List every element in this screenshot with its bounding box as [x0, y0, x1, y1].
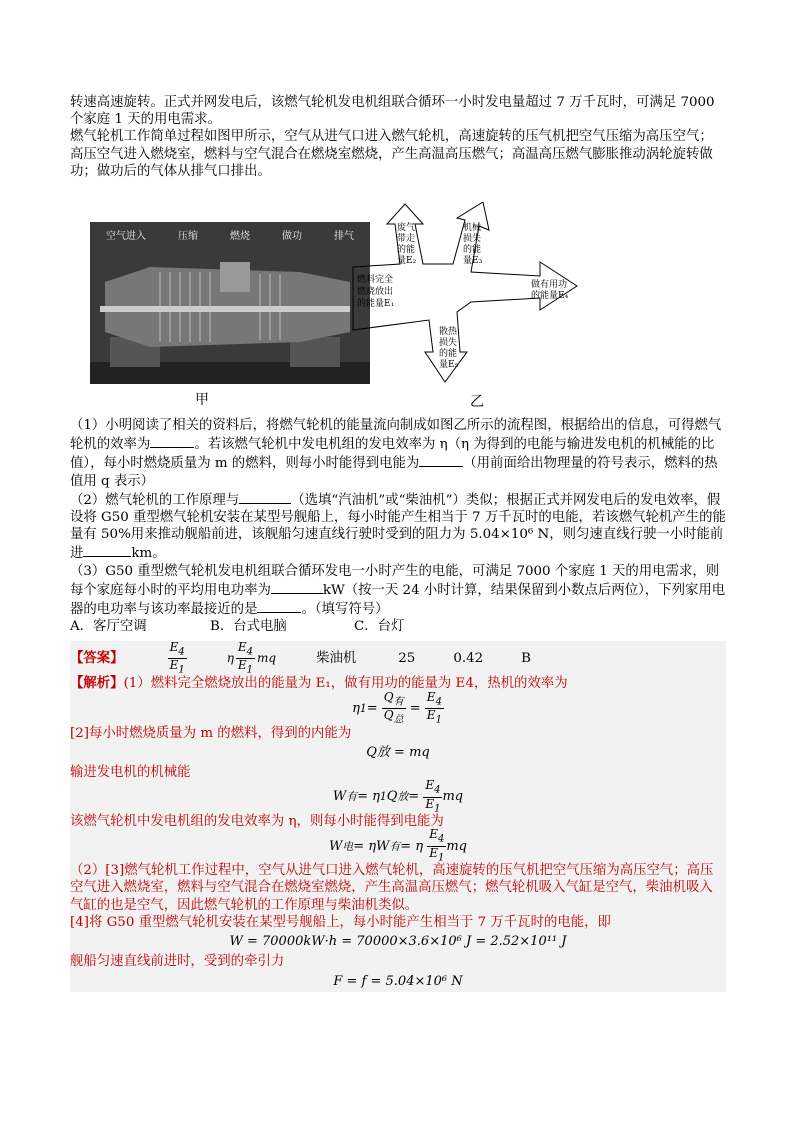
photo-label: 压缩 [178, 231, 198, 243]
photo-label: 空气进入 [106, 231, 146, 243]
flow-waste-gas-line: 量E₂ [397, 256, 417, 267]
photo-label: 做功 [282, 231, 302, 243]
analysis-text-1: (1）燃料完全燃烧放出的能量为 E₁，做有用功的能量为 E4，热机的效率为 [123, 676, 568, 692]
flow-input-line: 的能量E₁ [357, 299, 395, 310]
caption-jia: 甲 [195, 392, 209, 409]
flow-useful-line: 做有用功 [531, 280, 568, 291]
answer-line [70, 641, 726, 675]
analysis-line-5: （2）[3]燃气轮机工作过程中，空气从进气口进入燃气轮机，高速旋转的压气机把空气压缩为高压空气；高压空气进入燃烧室，燃料与空气混合在燃烧室燃烧，产生高温高压燃气；燃气轮机吸入气缸是空气，柴油机吸入气缸的也是空气，因此燃气轮机的工作原理与柴油机类似。 [70, 863, 714, 913]
flow-mech-loss-line: 损失 [463, 234, 482, 245]
equation-efficiency: η 1 = $\frac{Q_有}{Q_总}$ = $\frac{E_4}{E_1}$ [352, 689, 442, 726]
options [70, 618, 726, 635]
q2-text-b: （选填“汽油机”或“柴油机”）类似；根据正式并网发电后的发电效率，假设将 G50 重型燃气轮机安装在某型号舰船上，每小时能产生相当于 7 万千瓦时的电能，若该燃气轮机产生的能量有 50%用来推动舰船前进，该舰船匀速直线行驶时受到的阻力为 5.04×10⁶ N，则匀速直线行驶一小时能前进 [70, 492, 726, 562]
q3-text-b: kW（按一天 24 小时计算，结果保留到小数点后两位），下列家用电器的电功率与该功率最接近的是 [70, 582, 726, 618]
q1-blank-1[interactable] [150, 434, 194, 448]
q2-blank-1[interactable] [239, 490, 291, 504]
photo-label: 排气 [334, 231, 354, 243]
analysis-line-3: 输进发电机的机械能 [70, 764, 191, 780]
answer-efficiency-fraction: $\frac{E_4}{E_1}$ [169, 639, 185, 676]
answer-4: 0.42 [453, 650, 484, 666]
q3-blank-2[interactable] [257, 599, 301, 613]
flow-heat-loss-line: 量E₅ [439, 360, 459, 371]
q1-text-b: 。若该燃气轮机中发电机组的发电效率为 η（η 为得到的电能与输进发电机的机械能的比值），每小时燃烧质量为 m 的燃料，则每小时能得到电能为 [70, 437, 715, 472]
q2-text-c: km。 [131, 546, 166, 562]
answer-2: 柴油机 [316, 650, 357, 666]
energy-flow-diagram [345, 202, 605, 402]
gas-turbine-photo [90, 222, 370, 384]
flow-heat-loss-line: 损失 [439, 338, 458, 349]
page [70, 94, 726, 992]
q1-blank-2[interactable] [419, 453, 463, 467]
flow-heat-loss-line: 散热 [439, 327, 458, 338]
analysis-line-2: [2]每小时燃烧质量为 m 的燃料，得到的内能为 [70, 725, 352, 741]
caption-yi: 乙 [470, 394, 484, 411]
flow-useful-line: 的能量E₄ [531, 291, 569, 302]
analysis-line-7: 舰船匀速直线前进时，受到的牵引力 [70, 954, 285, 970]
figure-row [70, 202, 726, 417]
q1-text-c: （用前面给出物理量的符号表示，燃料的热值用 q 表示） [70, 456, 718, 489]
intro-paragraph-2: 燃气轮机工作简单过程如图甲所示，空气从进气口进入燃气轮机，高速旋转的压气机把空气压缩为高压空气；高压空气进入燃烧室，燃料与空气混合在燃烧室燃烧，产生高温高压燃气；高温高压燃气膨胀推动涡轮旋转做功；做功后的气体从排气口排出。 [70, 129, 713, 179]
option-c[interactable]: C．台灯 [354, 619, 405, 635]
answer-5: B [521, 650, 531, 666]
turbine-drawing [90, 222, 370, 384]
option-a[interactable]: A．客厅空调 [70, 619, 147, 635]
analysis-tag: 【解析】 [70, 675, 124, 692]
equation-force: F = f = 5.04×10⁶ N [333, 973, 463, 989]
flow-mech-loss-line: 机械 [463, 223, 482, 234]
q2-blank-2[interactable] [83, 543, 131, 557]
question-1 [70, 417, 726, 490]
flow-waste-gas-line: 带走 [397, 234, 416, 245]
q2-text-a: （2）燃气轮机的工作原理与 [70, 492, 240, 508]
analysis-line-6: [4]将 G50 重型燃气轮机安装在某型号舰船上，每小时能产生相当于 7 万千瓦时的电能，即 [70, 914, 611, 930]
flow-input-line: 燃烧放出 [357, 287, 394, 298]
q1-text-a: （1）小明阅读了相关的资料后，将燃气轮机的能量流向制成如图乙所示的流程图，根据给出的信息，可得燃气轮机的效率为 [70, 418, 722, 453]
equation-mechanical-energy: W 有 = η 1 Q 放 = $\frac{E_4}{E_1}$ mq [332, 778, 464, 814]
q3-text-a: （3）G50 重型燃气轮机发电机组联合循环发电一小时产生的电能，可满足 7000 个家庭 1 天的用电需求，则每个家庭每小时的平均用电功率为 [70, 563, 720, 598]
answer-electric-energy: η $\frac{E_4}{E_1}$ mq [226, 639, 277, 676]
equation-heat: Q放 = mq [366, 745, 430, 761]
equation-electric-energy: W 电 = ηW 有 = η $\frac{E_4}{E_1}$ mq [329, 827, 467, 864]
question-2 [70, 490, 726, 563]
analysis-line-4: 该燃气轮机中发电机组的发电效率为 η，则每小时能得到电能为 [70, 814, 444, 830]
answer-3: 25 [398, 650, 416, 666]
flow-waste-gas-line: 的能 [397, 245, 416, 256]
flow-waste-gas-line: 废气 [397, 223, 416, 234]
equation-work: W = 70000kW·h = 70000×3.6×10⁶ J = 2.52×10¹¹ J [229, 934, 567, 950]
flow-heat-loss-line: 的能 [439, 349, 458, 360]
q3-text-c: 。（填写符号） [301, 602, 389, 618]
answer-tag: 【答案】 [70, 649, 124, 666]
flow-mech-loss-line: 量E₃ [463, 256, 483, 267]
photo-label: 燃烧 [230, 231, 250, 243]
flow-input-line: 燃料完全 [357, 275, 394, 286]
flow-mech-loss-line: 的能 [463, 245, 482, 256]
option-b[interactable]: B．台式电脑 [210, 619, 287, 635]
question-3 [70, 563, 726, 619]
q3-blank-1[interactable] [271, 580, 323, 594]
answer-section [70, 641, 726, 992]
intro-paragraph-1: 转速高速旋转。正式并网发电后，该燃气轮机发电机组联合循环一小时发电量超过 7 万千瓦时，可满足 7000 个家庭 1 天的用电需求。 [70, 95, 715, 128]
